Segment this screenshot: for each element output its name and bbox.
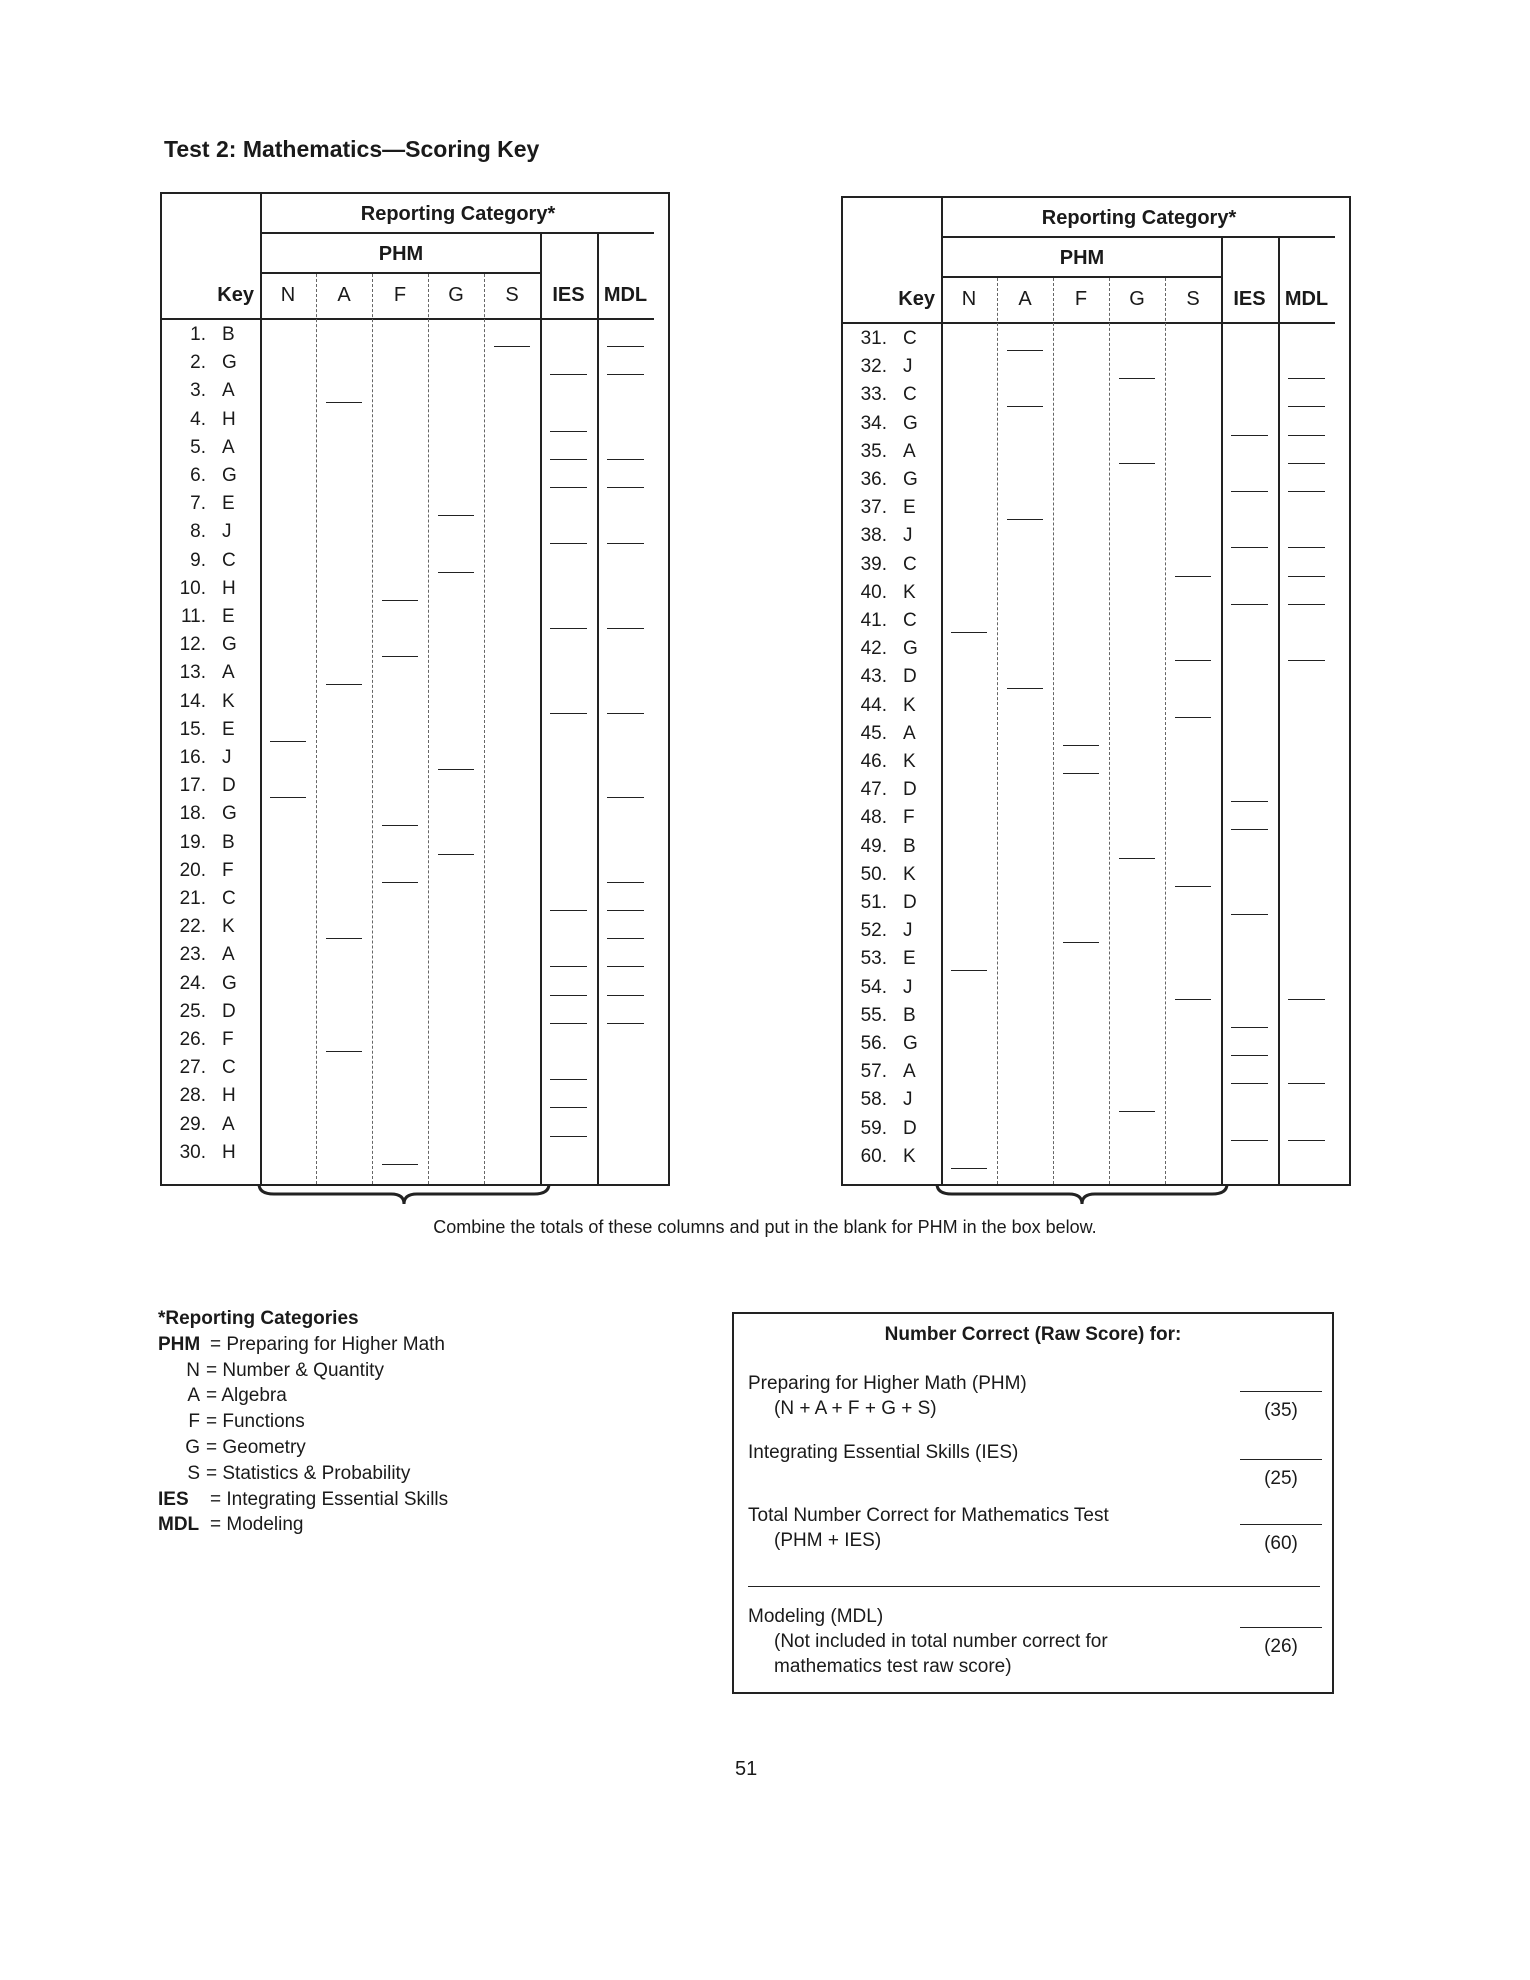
score-blank-mdl[interactable] (1288, 604, 1325, 605)
legend-row-mdl (158, 1512, 448, 1538)
answer-key: D (903, 779, 917, 801)
score-blank-ies[interactable] (1231, 1027, 1268, 1028)
item-number: 43. (860, 666, 887, 688)
column-header-ies: IES (1233, 288, 1266, 310)
scoring-table-items-31-60 (841, 196, 1351, 1186)
answer-key: G (222, 465, 237, 486)
score-blank-ies[interactable] (550, 713, 587, 714)
legend-code: IES (158, 1488, 189, 1510)
score-blank-n[interactable] (951, 1168, 987, 1169)
column-header-f: F (1074, 288, 1088, 310)
left-phm-brace (256, 1182, 552, 1208)
item-number: 44. (860, 694, 887, 716)
phm-subcolumn-divider (484, 274, 485, 1184)
answer-key: J (222, 747, 232, 768)
answer-key: C (903, 384, 917, 406)
score-blank-ies[interactable] (1231, 1055, 1268, 1056)
phm-header: PHM (260, 234, 542, 274)
legend-description: = Algebra (206, 1385, 287, 1407)
legend-row-a (158, 1383, 448, 1409)
answer-key: F (222, 859, 234, 881)
item-number: 12. (179, 634, 206, 656)
answer-key: B (903, 1004, 916, 1026)
answer-key: G (222, 972, 237, 994)
answer-key: B (222, 324, 235, 345)
score-blank-mdl[interactable] (607, 374, 644, 375)
item-number: 27. (179, 1057, 206, 1079)
score-blank-mdl[interactable] (607, 966, 644, 967)
mdl-column-divider (1278, 238, 1280, 1184)
answer-key: A (903, 1061, 916, 1083)
column-header-n: N (961, 288, 977, 310)
score-blank-f[interactable] (382, 656, 418, 657)
score-blank-f[interactable] (382, 1164, 418, 1165)
reporting-category-header: Reporting Category* (260, 194, 654, 234)
item-number: 8. (190, 521, 206, 543)
answer-key: K (903, 863, 916, 885)
item-number: 30. (179, 1141, 206, 1163)
key-header: Key (217, 284, 254, 306)
score-blank-ies[interactable] (1231, 801, 1268, 802)
phm-label: Preparing for Higher Math (PHM) (N + A + F + G + S) (748, 1373, 1027, 1419)
score-blank-ies[interactable] (550, 966, 587, 967)
answer-key: A (222, 436, 235, 458)
score-blank-s[interactable] (1175, 999, 1211, 1000)
column-header-a: A (337, 284, 351, 306)
key-header: Key (898, 288, 935, 310)
item-number: 6. (190, 465, 206, 486)
legend-description: = Geometry (206, 1436, 306, 1458)
score-blank-a[interactable] (326, 402, 362, 403)
score-blank-mdl[interactable] (1288, 435, 1325, 436)
score-blank-n[interactable] (270, 741, 306, 742)
legend-description: = Number & Quantity (206, 1359, 384, 1381)
key-column-divider (941, 198, 943, 1184)
legend-row-f (158, 1409, 448, 1435)
score-blank-ies[interactable] (550, 995, 587, 996)
answer-key: A (222, 662, 235, 684)
score-blank-ies[interactable] (550, 628, 587, 629)
column-header-mdl: MDL (603, 284, 648, 306)
answer-key: A (903, 722, 916, 744)
legend-code: PHM (158, 1333, 201, 1355)
score-blank-mdl[interactable] (607, 995, 644, 996)
legend-code: S (187, 1462, 200, 1484)
mdl-blank[interactable] (1240, 1627, 1322, 1628)
score-blank-mdl[interactable] (1288, 406, 1325, 407)
item-number: 11. (180, 606, 206, 627)
item-number: 29. (179, 1113, 206, 1135)
phm-subcolumn-divider (997, 278, 998, 1184)
score-blank-g[interactable] (1119, 378, 1155, 379)
score-blank-mdl[interactable] (1288, 378, 1325, 379)
item-number: 58. (860, 1089, 887, 1111)
score-blank-mdl[interactable] (1288, 1140, 1325, 1141)
legend-row-n (158, 1358, 448, 1384)
score-blank-n[interactable] (270, 797, 306, 798)
item-number: 40. (860, 581, 887, 603)
answer-key: J (903, 976, 913, 998)
answer-key: F (903, 807, 915, 829)
answer-key: J (222, 521, 232, 543)
key-column-divider (260, 194, 262, 1184)
phm-subcolumn-divider (1109, 278, 1110, 1184)
answer-key: F (222, 1029, 234, 1050)
score-blank-mdl[interactable] (1288, 576, 1325, 577)
score-blank-mdl[interactable] (607, 1023, 644, 1024)
legend-code: N (186, 1359, 200, 1381)
score-blank-s[interactable] (1175, 717, 1211, 718)
item-number: 28. (179, 1085, 206, 1107)
answer-key: J (903, 920, 913, 942)
score-blank-ies[interactable] (550, 1023, 587, 1024)
item-number: 38. (860, 525, 887, 547)
item-number: 51. (860, 892, 887, 913)
answer-key: G (903, 1033, 918, 1054)
answer-key: B (903, 835, 916, 857)
column-header-f: F (393, 284, 407, 306)
answer-key: K (903, 1145, 916, 1167)
score-blank-a[interactable] (326, 1051, 362, 1052)
answer-key: K (903, 581, 916, 603)
item-number: 50. (860, 863, 887, 885)
answer-key: H (222, 1141, 236, 1163)
answer-key: G (222, 803, 237, 825)
answer-key: E (222, 606, 235, 627)
score-blank-f[interactable] (382, 600, 418, 601)
answer-key: C (903, 328, 917, 349)
item-number: 57. (860, 1061, 887, 1083)
raw-score-box (732, 1312, 1334, 1694)
phm-subcolumn-divider (428, 274, 429, 1184)
answer-key: E (222, 718, 235, 740)
reporting-category-header: Reporting Category* (941, 198, 1335, 238)
score-blank-ies[interactable] (1231, 491, 1268, 492)
score-blank-mdl[interactable] (1288, 547, 1325, 548)
score-blank-ies[interactable] (1231, 1140, 1268, 1141)
ies-label: Integrating Essential Skills (IES) (748, 1442, 1019, 1463)
item-number: 34. (860, 412, 887, 434)
legend-code: MDL (158, 1514, 200, 1536)
total-label: Total Number Correct for Mathematics Test (PHM + IES) (748, 1505, 1109, 1551)
ies-column-divider (1221, 238, 1223, 1184)
answer-key: E (903, 948, 916, 970)
phm-subcolumn-divider (1053, 278, 1054, 1184)
score-blank-g[interactable] (438, 572, 474, 573)
item-number: 14. (179, 690, 206, 712)
column-header-s: S (1186, 288, 1200, 310)
item-number: 42. (860, 638, 887, 660)
score-blank-mdl[interactable] (607, 459, 644, 460)
column-header-n: N (280, 284, 296, 306)
score-blank-mdl[interactable] (1288, 463, 1325, 464)
item-number: 17. (179, 775, 206, 797)
score-blank-g[interactable] (438, 769, 474, 770)
total-blank[interactable] (1240, 1524, 1322, 1525)
mdl-label: Modeling (MDL) (Not included in total number correct for mathematics test raw score) (748, 1606, 1108, 1677)
answer-key: G (903, 412, 918, 434)
score-blank-mdl[interactable] (1288, 660, 1325, 661)
answer-key: C (222, 549, 236, 571)
scoring-table-items-1-30 (160, 192, 670, 1186)
item-number: 56. (860, 1033, 887, 1054)
answer-key: C (222, 1057, 236, 1079)
score-blank-ies[interactable] (1231, 829, 1268, 830)
score-blank-a[interactable] (1007, 519, 1043, 520)
item-number: 15. (179, 718, 206, 740)
score-blank-f[interactable] (1063, 773, 1099, 774)
answer-key: A (222, 380, 235, 402)
item-number: 18. (179, 803, 206, 825)
header-divider (843, 322, 1335, 324)
answer-key: K (903, 694, 916, 716)
item-number: 24. (179, 972, 206, 994)
answer-key: J (903, 525, 913, 547)
phm-max-value: (35) (1264, 1400, 1298, 1421)
score-blank-mdl[interactable] (607, 628, 644, 629)
item-number: 39. (860, 553, 887, 575)
legend-description: = Integrating Essential Skills (210, 1488, 449, 1510)
answer-key: J (903, 1089, 913, 1111)
score-blank-f[interactable] (382, 825, 418, 826)
score-blank-mdl[interactable] (1288, 999, 1325, 1000)
item-number: 59. (860, 1117, 887, 1139)
score-blank-ies[interactable] (550, 543, 587, 544)
score-blank-mdl[interactable] (607, 713, 644, 714)
score-blank-a[interactable] (1007, 350, 1043, 351)
legend-row-ies (158, 1487, 448, 1513)
item-number: 33. (860, 384, 887, 406)
item-number: 45. (860, 722, 887, 744)
mdl-column-divider (597, 234, 599, 1184)
phm-header: PHM (941, 238, 1223, 278)
score-blank-ies[interactable] (550, 910, 587, 911)
score-blank-a[interactable] (326, 684, 362, 685)
score-blank-a[interactable] (326, 938, 362, 939)
score-blank-g[interactable] (438, 854, 474, 855)
item-number: 37. (860, 497, 887, 519)
score-blank-ies[interactable] (550, 374, 587, 375)
score-blank-ies[interactable] (550, 459, 587, 460)
score-blank-ies[interactable] (550, 1136, 587, 1137)
score-blank-g[interactable] (1119, 1111, 1155, 1112)
item-number: 21. (179, 888, 206, 909)
phm-blank[interactable] (1240, 1391, 1322, 1392)
column-header-ies: IES (552, 284, 585, 306)
score-box-divider (748, 1586, 1320, 1587)
score-blank-f[interactable] (1063, 942, 1099, 943)
score-blank-ies[interactable] (1231, 547, 1268, 548)
page-title: Test 2: Mathematics—Scoring Key (164, 136, 540, 162)
answer-key: C (903, 610, 917, 631)
score-blank-ies[interactable] (1231, 914, 1268, 915)
item-number: 32. (860, 356, 887, 378)
item-number: 22. (179, 916, 206, 938)
answer-key: D (222, 1000, 236, 1022)
answer-key: B (222, 831, 235, 853)
score-blank-ies[interactable] (1231, 435, 1268, 436)
score-blank-s[interactable] (1175, 576, 1211, 577)
legend-description: = Statistics & Probability (206, 1462, 411, 1484)
answer-key: J (903, 356, 913, 378)
column-header-s: S (505, 284, 519, 306)
right-phm-brace (934, 1182, 1230, 1208)
score-blank-ies[interactable] (550, 1107, 587, 1108)
legend-description: = Functions (206, 1411, 305, 1433)
page-number: 51 (735, 1758, 758, 1780)
item-number: 46. (860, 751, 887, 772)
score-blank-n[interactable] (951, 632, 987, 633)
score-blank-mdl[interactable] (1288, 1083, 1325, 1084)
answer-key: D (222, 775, 236, 797)
ies-blank[interactable] (1240, 1459, 1322, 1460)
score-blank-g[interactable] (1119, 858, 1155, 859)
item-number: 54. (860, 976, 887, 998)
item-number: 60. (860, 1145, 887, 1167)
answer-key: K (222, 916, 235, 938)
header-divider (162, 318, 654, 320)
score-blank-ies[interactable] (550, 487, 587, 488)
answer-key: K (903, 751, 916, 772)
answer-key: K (222, 690, 235, 712)
item-number: 5. (190, 436, 206, 458)
item-number: 35. (860, 440, 887, 462)
item-number: 3. (190, 380, 206, 402)
score-blank-s[interactable] (1175, 886, 1211, 887)
item-number: 10. (179, 577, 206, 599)
ies-max-value: (25) (1264, 1468, 1298, 1489)
score-blank-a[interactable] (1007, 406, 1043, 407)
item-number: 1. (190, 324, 206, 345)
item-number: 48. (860, 807, 887, 829)
answer-key: H (222, 577, 236, 599)
item-number: 31. (860, 328, 887, 349)
score-blank-mdl[interactable] (607, 543, 644, 544)
answer-key: G (903, 469, 918, 490)
answer-key: D (903, 666, 917, 688)
total-max-value: (60) (1264, 1533, 1298, 1554)
item-number: 36. (860, 469, 887, 490)
item-number: 19. (179, 831, 206, 853)
item-number: 49. (860, 835, 887, 857)
legend-row-s (158, 1461, 448, 1487)
score-blank-mdl[interactable] (607, 938, 644, 939)
legend-description: = Modeling (210, 1514, 304, 1536)
answer-key: E (903, 497, 916, 519)
score-blank-f[interactable] (1063, 745, 1099, 746)
item-number: 53. (860, 948, 887, 970)
item-number: 26. (179, 1029, 206, 1050)
score-blank-a[interactable] (1007, 688, 1043, 689)
combine-note: Combine the totals of these columns and put in the blank for PHM in the box below. (433, 1217, 1097, 1237)
score-blank-mdl[interactable] (607, 346, 644, 347)
legend-row-g (158, 1435, 448, 1461)
score-blank-mdl[interactable] (607, 910, 644, 911)
legend-description: = Preparing for Higher Math (210, 1333, 445, 1355)
item-number: 52. (860, 920, 887, 942)
score-blank-ies[interactable] (550, 431, 587, 432)
item-number: 13. (179, 662, 206, 684)
answer-key: G (222, 634, 237, 656)
item-number: 9. (190, 549, 206, 571)
score-blank-s[interactable] (494, 346, 530, 347)
legend-code: A (187, 1385, 200, 1407)
answer-key: C (903, 553, 917, 575)
score-blank-ies[interactable] (550, 1079, 587, 1080)
score-blank-ies[interactable] (1231, 604, 1268, 605)
phm-subcolumn-divider (372, 274, 373, 1184)
score-blank-g[interactable] (438, 515, 474, 516)
score-blank-mdl[interactable] (607, 882, 644, 883)
answer-key: G (222, 352, 237, 374)
score-blank-f[interactable] (382, 882, 418, 883)
column-header-mdl: MDL (1284, 288, 1329, 310)
answer-key: C (222, 888, 236, 909)
score-blank-mdl[interactable] (607, 797, 644, 798)
ies-column-divider (540, 234, 542, 1184)
score-blank-ies[interactable] (1231, 1083, 1268, 1084)
answer-key: H (222, 408, 236, 430)
item-number: 47. (860, 779, 887, 801)
score-blank-s[interactable] (1175, 660, 1211, 661)
score-box-title: Number Correct (Raw Score) for: (884, 1324, 1182, 1345)
column-header-g: G (1129, 288, 1145, 310)
item-number: 4. (190, 408, 206, 430)
item-number: 41. (860, 610, 887, 631)
reporting-categories-legend (158, 1306, 448, 1538)
item-number: 16. (179, 747, 206, 768)
legend-code: G (185, 1436, 200, 1458)
answer-key: H (222, 1085, 236, 1107)
item-number: 20. (179, 859, 206, 881)
item-number: 7. (190, 493, 206, 515)
score-blank-n[interactable] (951, 970, 987, 971)
legend-row-phm (158, 1332, 448, 1358)
phm-subcolumn-divider (316, 274, 317, 1184)
legend-code: F (188, 1411, 200, 1433)
score-blank-g[interactable] (1119, 463, 1155, 464)
item-number: 2. (190, 352, 206, 374)
mdl-max-value: (26) (1264, 1636, 1298, 1657)
score-blank-mdl[interactable] (607, 487, 644, 488)
answer-key: A (903, 440, 916, 462)
answer-key: E (222, 493, 235, 515)
answer-key: D (903, 1117, 917, 1139)
answer-key: A (222, 944, 235, 966)
column-header-g: G (448, 284, 464, 306)
column-header-a: A (1018, 288, 1032, 310)
item-number: 23. (179, 944, 206, 966)
item-number: 25. (179, 1000, 206, 1022)
answer-key: G (903, 638, 918, 660)
answer-key: D (903, 892, 917, 913)
item-number: 55. (860, 1004, 887, 1026)
score-blank-mdl[interactable] (1288, 491, 1325, 492)
phm-subcolumn-divider (1165, 278, 1166, 1184)
answer-key: A (222, 1113, 235, 1135)
legend-title: *Reporting Categories (158, 1308, 359, 1329)
